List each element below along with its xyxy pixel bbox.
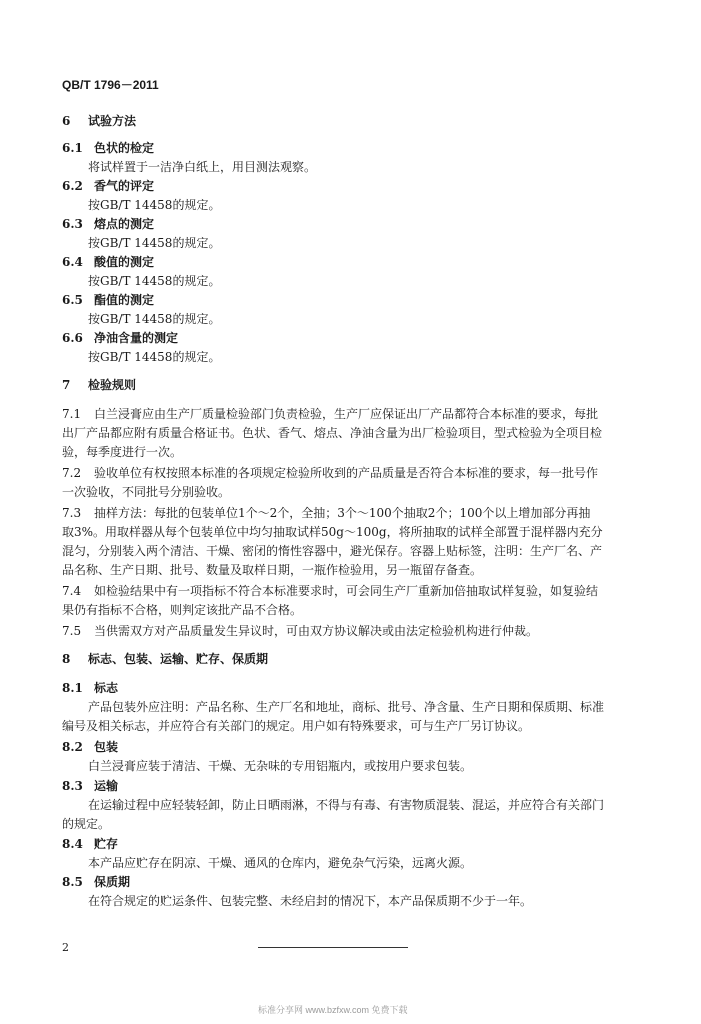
- subsection-6-5-text: 按GB/T 14458的规定。: [88, 312, 221, 326]
- subsection-8-1-heading: [62, 680, 118, 696]
- subsection-6-3-text: 按GB/T 14458的规定。: [88, 236, 221, 250]
- section-8-heading: [62, 651, 268, 667]
- subsection-title: 酯值的测定: [94, 293, 155, 307]
- subsection-number: 6.2: [62, 179, 83, 193]
- subsection-number: 6.3: [62, 217, 83, 231]
- clause-7-2-line-2: 一次验收，不同批号分别验收。: [62, 485, 231, 499]
- subsection-title: 熔点的测定: [94, 217, 155, 231]
- subsection-8-3-heading: [62, 778, 118, 794]
- subsection-title: 酸值的测定: [94, 255, 155, 269]
- subsection-title: 贮存: [94, 837, 119, 851]
- clause-text: 白兰浸膏应由生产厂质量检验部门负责检验，生产厂应保证出厂产品都符合本标准的要求，每批: [94, 407, 599, 421]
- subsection-6-6-heading: [62, 330, 178, 346]
- page-number: 2: [62, 941, 69, 954]
- subsection-number: 6.5: [62, 293, 83, 307]
- subsection-8-3-line-1: 在运输过程中应轻装轻卸，防止日晒雨淋，不得与有毒、有害物质混装、混运，并应符合有关部门: [88, 798, 605, 812]
- clause-number: 7.2: [62, 466, 82, 480]
- watermark-text: 标准分享网 www.bzfxw.com 免费下载: [258, 1005, 408, 1015]
- section-number: 6: [62, 114, 71, 128]
- clause-7-3-line-1: [62, 505, 590, 521]
- subsection-8-3-line-2: 的规定。: [62, 817, 111, 831]
- subsection-6-4-text: 按GB/T 14458的规定。: [88, 274, 221, 288]
- subsection-title: 香气的评定: [94, 179, 155, 193]
- subsection-number: 8.2: [62, 740, 83, 754]
- clause-7-3-line-2: 取3%。用取样器从每个包装单位中均匀抽取试样50g～100g，将所抽取的试样全部置于混样器内充分: [62, 525, 603, 539]
- subsection-number: 6.4: [62, 255, 83, 269]
- clause-7-4-line-1: [62, 583, 598, 599]
- clause-7-3-line-4: 品名称、生产日期、批号、数量及取样日期，一瓶作检验用，另一瓶留存备查。: [62, 563, 483, 577]
- subsection-8-5-line-1: 在符合规定的贮运条件、包装完整、未经启封的情况下，本产品保质期不少于一年。: [88, 894, 533, 908]
- clause-number: 7.3: [62, 506, 82, 520]
- subsection-title: 包装: [94, 740, 119, 754]
- clause-7-1-line-2: 出厂产品都应附有质量合格证书。色状、香气、熔点、净油含量为出厂检验项目，型式检验为全项目检: [62, 426, 603, 440]
- subsection-8-4-heading: [62, 836, 118, 852]
- clause-text: 抽样方法：每批的包装单位1个～2个，全抽；3个～100个抽取2个；100个以上增加部分再抽: [94, 506, 591, 520]
- clause-7-4-line-2: 果仍有指标不合格，则判定该批产品不合格。: [62, 603, 303, 617]
- section-6-heading: [62, 113, 136, 129]
- subsection-number: 6.6: [62, 331, 83, 345]
- section-title: 检验规则: [88, 378, 137, 392]
- clause-number: 7.4: [62, 584, 82, 598]
- subsection-number: 8.4: [62, 837, 83, 851]
- subsection-6-1-text: 将试样置于一洁净白纸上，用目测法观察。: [88, 160, 317, 174]
- subsection-title: 净油含量的测定: [94, 331, 179, 345]
- subsection-6-2-text: 按GB/T 14458的规定。: [88, 198, 221, 212]
- subsection-8-1-line-1: 产品包装外应注明：产品名称、生产厂名和地址，商标、批号、净含量、生产日期和保质期、标准: [88, 700, 605, 714]
- clause-number: 7.1: [62, 407, 82, 421]
- subsection-6-3-heading: [62, 216, 154, 232]
- subsection-6-6-text: 按GB/T 14458的规定。: [88, 350, 221, 364]
- standard-code: QB/T 1796－2011: [62, 78, 159, 92]
- clause-number: 7.5: [62, 624, 82, 638]
- subsection-title: 保质期: [94, 875, 131, 889]
- section-number: 8: [62, 652, 71, 666]
- subsection-number: 6.1: [62, 141, 83, 155]
- subsection-title: 色状的检定: [94, 141, 155, 155]
- subsection-number: 8.5: [62, 875, 83, 889]
- subsection-6-1-heading: [62, 140, 154, 156]
- subsection-8-2-heading: [62, 739, 118, 755]
- subsection-8-1-line-2: 编号及相关标志，并应符合有关部门的规定。用户如有特殊要求，可与生产厂另订协议。: [62, 719, 531, 733]
- clause-7-2-line-1: [62, 465, 598, 481]
- subsection-6-5-heading: [62, 292, 154, 308]
- subsection-8-5-heading: [62, 874, 130, 890]
- clause-7-3-line-3: 混匀，分别装入两个清洁、干燥、密闭的惰性容器中，避光保存。容器上贴标签，注明：生产厂名、产: [62, 544, 603, 558]
- section-title: 试验方法: [88, 114, 137, 128]
- subsection-8-2-line-1: 白兰浸膏应装于清洁、干燥、无杂味的专用铝瓶内，或按用户要求包装。: [88, 759, 473, 773]
- section-7-heading: [62, 377, 136, 393]
- subsection-8-4-line-1: 本产品应贮存在阴凉、干燥、通风的仓库内，避免杂气污染，远离火源。: [88, 856, 473, 870]
- subsection-6-4-heading: [62, 254, 154, 270]
- subsection-number: 8.1: [62, 681, 83, 695]
- subsection-number: 8.3: [62, 779, 83, 793]
- clause-7-5-line-1: [62, 623, 538, 639]
- clause-7-1-line-3: 验，每季度进行一次。: [62, 445, 183, 459]
- clause-text: 验收单位有权按照本标准的各项规定检验所收到的产品质量是否符合本标准的要求，每一批号作: [94, 466, 599, 480]
- subsection-title: 标志: [94, 681, 119, 695]
- subsection-6-2-heading: [62, 178, 154, 194]
- section-title: 标志、包装、运输、贮存、保质期: [88, 652, 269, 666]
- footer-divider: [258, 947, 408, 948]
- subsection-title: 运输: [94, 779, 119, 793]
- clause-text: 如检验结果中有一项指标不符合本标准要求时，可会同生产厂重新加倍抽取试样复验，如复验结: [94, 584, 599, 598]
- clause-7-1-line-1: [62, 406, 598, 422]
- clause-text: 当供需双方对产品质量发生异议时，可由双方协议解决或由法定检验机构进行仲裁。: [94, 624, 539, 638]
- section-number: 7: [62, 378, 71, 392]
